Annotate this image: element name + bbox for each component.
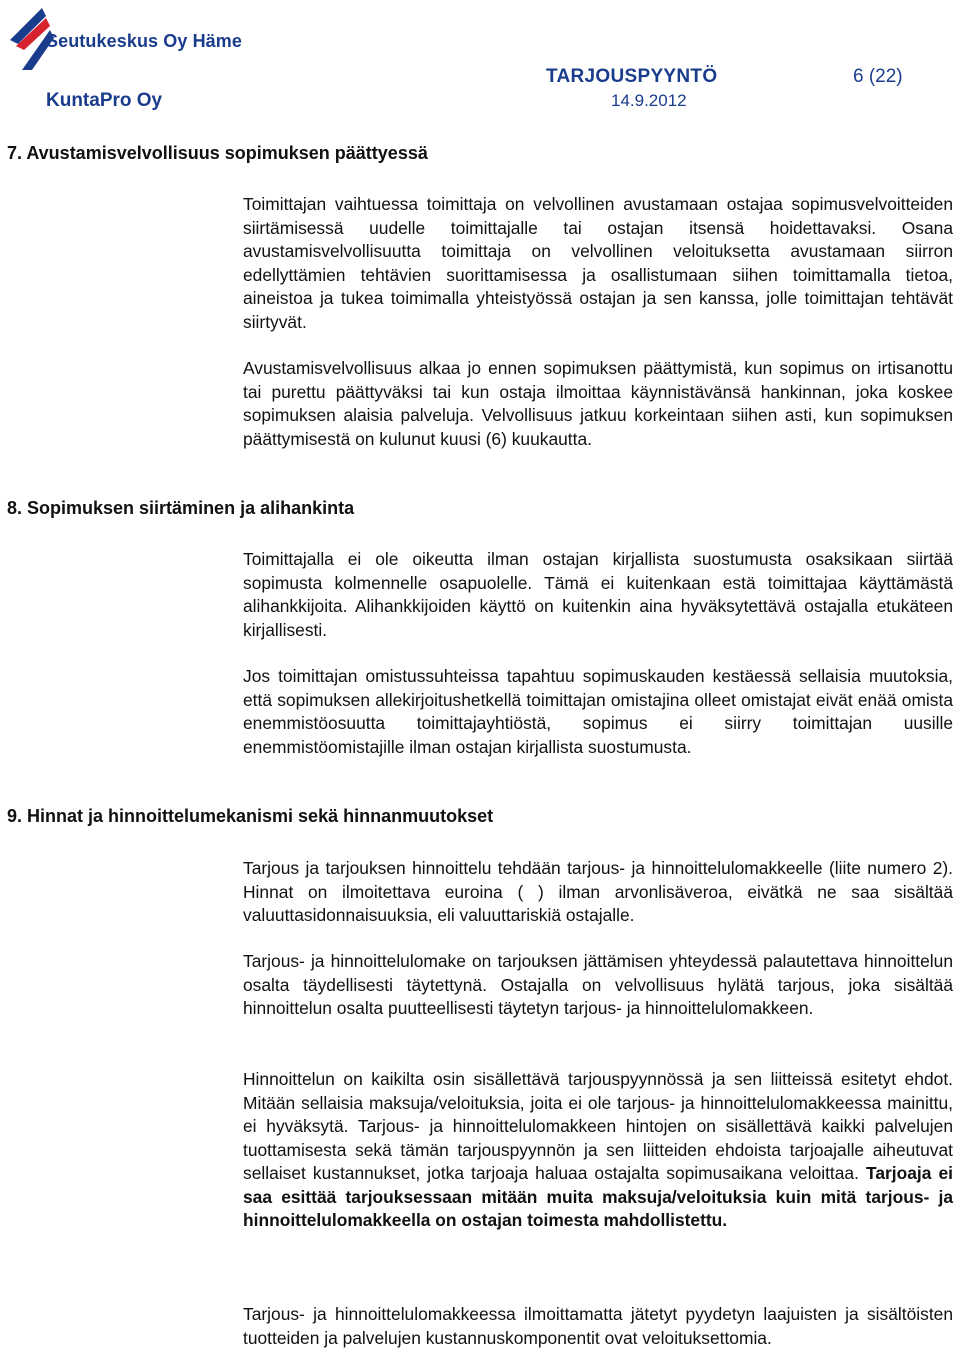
section-8-paragraph-2: Jos toimittajan omistussuhteissa tapahtuu sopimuskauden kestäessä sellaisia muutoksia, että sopimuksen allekirjoitushetkellä toimittajan omistajina olleet omistajat eivät enää omista enemmistöosuutta toimittajayhtiöstä, sopimus ei siirry toimittajan uusille enemmistöomistajille ilman ostajan kirjallista suostumusta. bbox=[243, 666, 953, 757]
section-8-paragraph-1: Toimittajalla ei ole oikeutta ilman ostajan kirjallista suostumusta osaksikaan siirtää sopimusta kolmennelle osapuolelle. Tämä ei kuitenkaan estä toimittajaa käyttämästä alihankkijoita. Alihankkijoiden käyttö on kuitenkin aina hyväksytettävä ostajalla etukäteen kirjallisesti. bbox=[243, 549, 953, 640]
document-date: 14.9.2012 bbox=[611, 91, 687, 110]
section-7-paragraph-2: Avustamisvelvollisuus alkaa jo ennen sopimuksen päättymistä, kun sopimus on irtisanottu tai purettu päättyväksi tai kun ostaja ilmoittaa käynnistävänsä hankinnan, joka koskee sopimuksen alaisia palveluja. Velvollisuus jatkuu korkeintaan siihen asti, kun sopimuksen päättymisestä on kulunut kuusi (6) kuukautta. bbox=[243, 358, 953, 449]
section-9-paragraph-1: Tarjous ja tarjouksen hinnoittelu tehdään tarjous- ja hinnoittelulomakkeelle (liite numero 2). Hinnat on ilmoitettava euroina ( ) ilman arvonlisäveroa, eivätkä ne saa sisältää valuuttasidonnaisuuksia, eli valuuttariskiä ostajalle. bbox=[243, 858, 953, 925]
section-9-paragraph-4: Tarjous- ja hinnoittelulomakkeessa ilmoittamatta jätetyt pyydetyn laajuisten ja sisältöisten tuotteiden ja palvelujen kustannuskomponentit ovat veloituksettomia. bbox=[243, 1304, 953, 1348]
section-9-bold-statement: Tarjoaja ei saa esittää tarjouksessaan mitään muita maksuja/veloituksia kuin mitä tarjous- ja hinnoittelulomakkeella on ostajan toimesta mahdollistettu. bbox=[243, 1163, 953, 1230]
section-9-paragraph-3 bbox=[243, 1068, 953, 1233]
section-heading-8: 8. Sopimuksen siirtäminen ja alihankinta bbox=[7, 498, 355, 518]
client-name: KuntaPro Oy bbox=[46, 90, 163, 111]
document-type: TARJOUSPYYNTÖ bbox=[546, 66, 718, 87]
section-heading-9: 9. Hinnat ja hinnoittelumekanismi sekä hinnanmuutokset bbox=[7, 806, 494, 826]
page-number: 6 (22) bbox=[853, 66, 903, 87]
organization-name: Seutukeskus Oy Häme bbox=[46, 31, 242, 51]
section-9-paragraph-3-text: Hinnoittelun on kaikilta osin sisällettävä tarjouspyynnössä ja sen liitteissä esitetyt ehdot. Mitään sellaisia maksuja/veloituksia, joita ei ole tarjous- ja hinnoittelulomakkeessa mainittu, ei hyväksytä. Tarjous- ja hinnoittelulomakkeen hintojen on sisällettävä kaikki palvelujen tuottamisesta sekä tämän tarjouspyynnön ja sen liitteiden ehdoista tarjoajalle aiheutuvat sellaiset kustannukset, jotka tarjoaja haluaa ostajalta sopimusaikana veloittaa. bbox=[243, 1069, 953, 1183]
section-heading-7: 7. Avustamisvelvollisuus sopimuksen päättyessä bbox=[7, 143, 428, 163]
section-9-paragraph-2: Tarjous- ja hinnoittelulomake on tarjouksen jättämisen yhteydessä palautettava hinnoittelun osalta täydellisesti täytettynä. Ostajalla on velvollisuus hylätä tarjous, joka sisältää hinnoittelun osalta puutteellisesti täytetyn tarjous- ja hinnoittelulomakkeen. bbox=[243, 951, 953, 1018]
section-7-paragraph-1: Toimittajan vaihtuessa toimittaja on velvollinen avustamaan ostajaa sopimusvelvoitteiden siirtämisessä uudelle toimittajalle tai ostajan itsensä hoidettavaksi. Osana avustamisvelvollisuutta toimittaja on velvollinen veloituksetta avustamaan siirron edellyttämien tehtävien suorittamisessa ja osallistumaan siihen toimittamalla tietoa, aineistoa ja tukea toimimalla yhteistyössä ostajan ja sen kanssa, jolle toimittajan tehtävät siirtyvät. bbox=[243, 194, 953, 332]
